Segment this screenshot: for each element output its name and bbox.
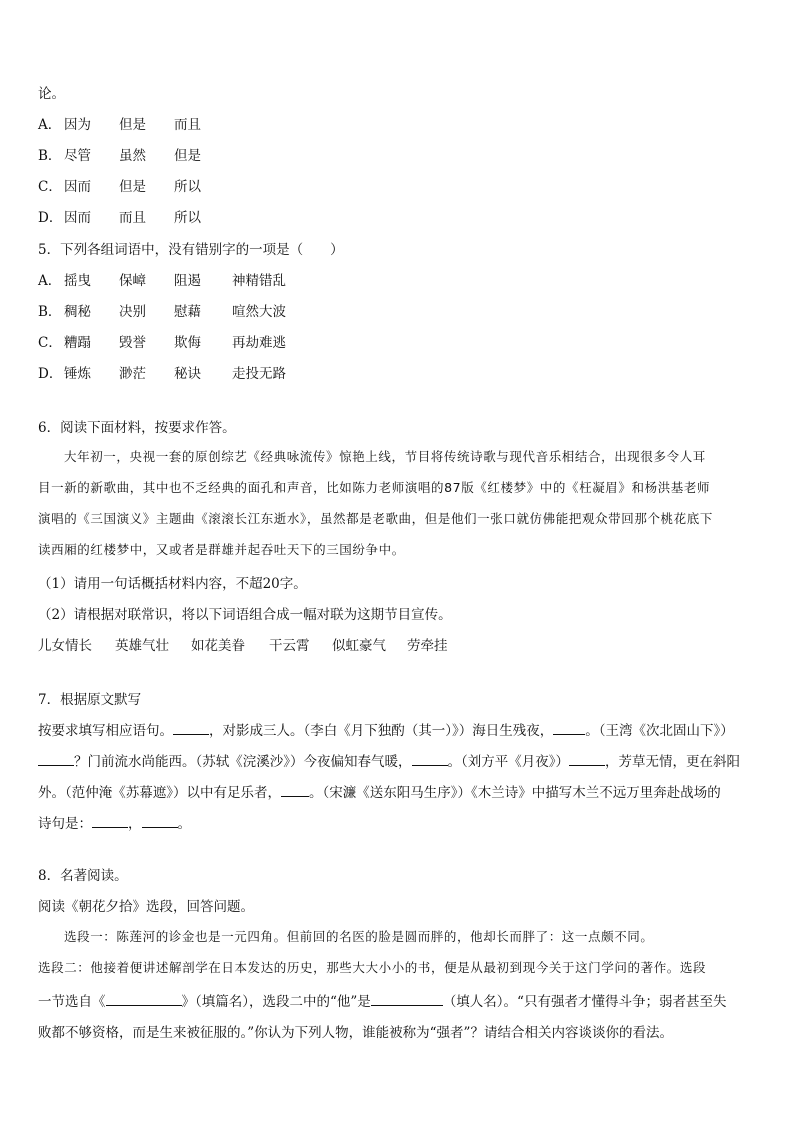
q7-text: ，芳草无情，更在斜阳: [605, 754, 740, 770]
q6-sub1: （1）请用一句话概括材料内容，不超20字。: [38, 576, 307, 592]
option-word: 因而: [64, 210, 91, 226]
q8-intro: 阅读《朝花夕拾》选段，回答问题。: [38, 899, 254, 915]
couplet-word: 如花美眷: [191, 638, 245, 654]
q6-sub2: （2）请根据对联常识，将以下词语组合成一幅对联为这期节目宣传。: [38, 607, 452, 623]
answer-blank[interactable]: [106, 993, 182, 1006]
q6-stem: 6．阅读下面材料，按要求作答。: [38, 420, 236, 436]
option-word: 欺侮: [174, 335, 201, 351]
option-word: 决别: [119, 304, 146, 320]
option-word: 稠秘: [64, 304, 91, 320]
answer-blank[interactable]: [553, 722, 585, 735]
option-label: B．: [38, 148, 62, 164]
q6-passage-line: 目一新的新歌曲，其中也不乏经典的面孔和声音，比如陈力老师演唱的87版《红楼梦》中的《枉凝眉》和杨洪基老师: [38, 480, 711, 495]
couplet-word: 似虹豪气: [332, 638, 386, 654]
q5-stem: 5．下列各组词语中，没有错别字的一项是（ ）: [38, 242, 344, 258]
answer-blank[interactable]: [412, 753, 448, 766]
option-word: 锤炼: [64, 366, 91, 382]
q7-text: ，对影成三人。（李白《月下独酌（其一）》）海日生残夜，: [209, 723, 554, 739]
option-word: 毁誉: [119, 335, 146, 351]
option-word: 慰藉: [174, 304, 201, 320]
option-label: C．: [38, 335, 62, 351]
q8-line3: [38, 990, 726, 1010]
option-word: 但是: [174, 148, 201, 164]
q8-excerpt2: 选段二：他接着便讲述解剖学在日本发达的历史，那些大大小小的书，便是从最初到现今关于这门学问的著作。选段: [38, 960, 707, 975]
option-row: [38, 300, 322, 320]
option-row: [38, 206, 229, 226]
couplet-word: 劳牵挂: [407, 638, 448, 654]
q7-line: [38, 719, 734, 739]
answer-blank[interactable]: [92, 815, 128, 828]
couplet-word: 干云霄: [269, 638, 310, 654]
option-word: 保嶂: [119, 273, 146, 289]
answer-blank[interactable]: [173, 722, 209, 735]
answer-blank[interactable]: [371, 993, 443, 1006]
option-word: 所以: [174, 179, 201, 195]
q7-line: [38, 781, 721, 801]
q8-stem: 8．名著阅读。: [38, 868, 128, 884]
q7-text: 。（刘方平《月夜》）: [447, 754, 569, 770]
q8-line3-part: 》（填篇名），选段二中的“他”是: [181, 994, 371, 1010]
couplet-word: 英雄气壮: [115, 638, 169, 654]
q7-text: 。（宋濂《送东阳马生序》）《木兰诗》中描写木兰不远万里奔赴战场的: [309, 785, 721, 801]
top-line: 论。: [38, 86, 65, 102]
option-row: [38, 113, 229, 133]
option-word: 糟蹋: [64, 335, 91, 351]
couplet-word: 儿女情长: [38, 638, 92, 654]
answer-blank[interactable]: [142, 815, 178, 828]
option-word: 尽管: [64, 148, 91, 164]
option-word: 所以: [174, 210, 201, 226]
q6-passage-line: 演唱的《三国演义》主题曲《滚滚长江东逝水》，虽然都是老歌曲，但是他们一张口就仿佛能把观众带回那个桃花底下: [38, 511, 713, 526]
option-word: 因而: [64, 179, 91, 195]
option-word: 走投无路: [232, 366, 286, 382]
q7-text: 。: [177, 816, 191, 832]
answer-blank[interactable]: [38, 753, 74, 766]
q7-text: 外。（范仲淹《苏幕遮》）以中有足乐者，: [38, 785, 281, 801]
option-word: 因为: [64, 117, 91, 133]
option-word: 但是: [119, 179, 146, 195]
option-label: C．: [38, 179, 62, 195]
q7-line: [38, 750, 740, 770]
q6-passage-line: 大年初一，央视一套的原创综艺《经典咏流传》惊艳上线，节目将传统诗歌与现代音乐相结合，出现很多令人耳: [64, 449, 706, 464]
option-label: A．: [38, 273, 62, 289]
q7-text: ？门前流水尚能西。（苏轼《浣溪沙》）今夜偏知春气暖，: [74, 754, 412, 770]
option-label: B．: [38, 304, 62, 320]
q7-stem: 7．根据原文默写: [38, 692, 142, 708]
option-label: A．: [38, 117, 62, 133]
q7-text: 按要求填写相应语句。: [38, 723, 173, 739]
option-row: [38, 362, 322, 382]
answer-blank[interactable]: [281, 784, 309, 797]
q8-excerpt1: 选段一：陈莲河的诊金也是一元四角。但前回的名医的脸是圆而胖的，他却长而胖了：这一点颇不同。: [64, 929, 654, 944]
option-word: 神精错乱: [232, 273, 286, 289]
option-word: 秘诀: [174, 366, 201, 382]
q8-line3-part: 一节选自《: [38, 994, 106, 1010]
q7-text: ，: [128, 816, 142, 832]
answer-blank[interactable]: [569, 753, 605, 766]
q8-line4: 败都不够资格，而是生来被征服的。”你认为下列人物，谁能被称为“强者”？请结合相关内容谈谈你的看法。: [38, 1025, 673, 1041]
option-row: [38, 175, 229, 195]
q6-passage-line: 读西厢的红楼梦中，又或者是群雄并起吞吐天下的三国纷争中。: [38, 542, 405, 557]
option-word: 渺茫: [119, 366, 146, 382]
q7-text: 诗句是：: [38, 816, 92, 832]
option-row: [38, 269, 322, 289]
q7-line: [38, 812, 191, 832]
q8-line3-part: （填人名）。“只有强者才懂得斗争；弱者甚至失: [442, 994, 727, 1010]
option-word: 虽然: [119, 148, 146, 164]
option-label: D．: [38, 366, 63, 382]
option-label: D．: [38, 210, 63, 226]
option-word: 而且: [174, 117, 201, 133]
option-word: 但是: [119, 117, 146, 133]
option-word: 阻遏: [174, 273, 201, 289]
option-row: [38, 331, 322, 351]
option-word: 喧然大波: [232, 304, 286, 320]
q6-words-row: [38, 634, 477, 654]
option-word: 摇曳: [64, 273, 91, 289]
option-row: [38, 144, 229, 164]
q7-text: 。（王湾《次北固山下》）: [585, 723, 734, 739]
option-word: 再劫难逃: [232, 335, 286, 351]
option-word: 而且: [119, 210, 146, 226]
